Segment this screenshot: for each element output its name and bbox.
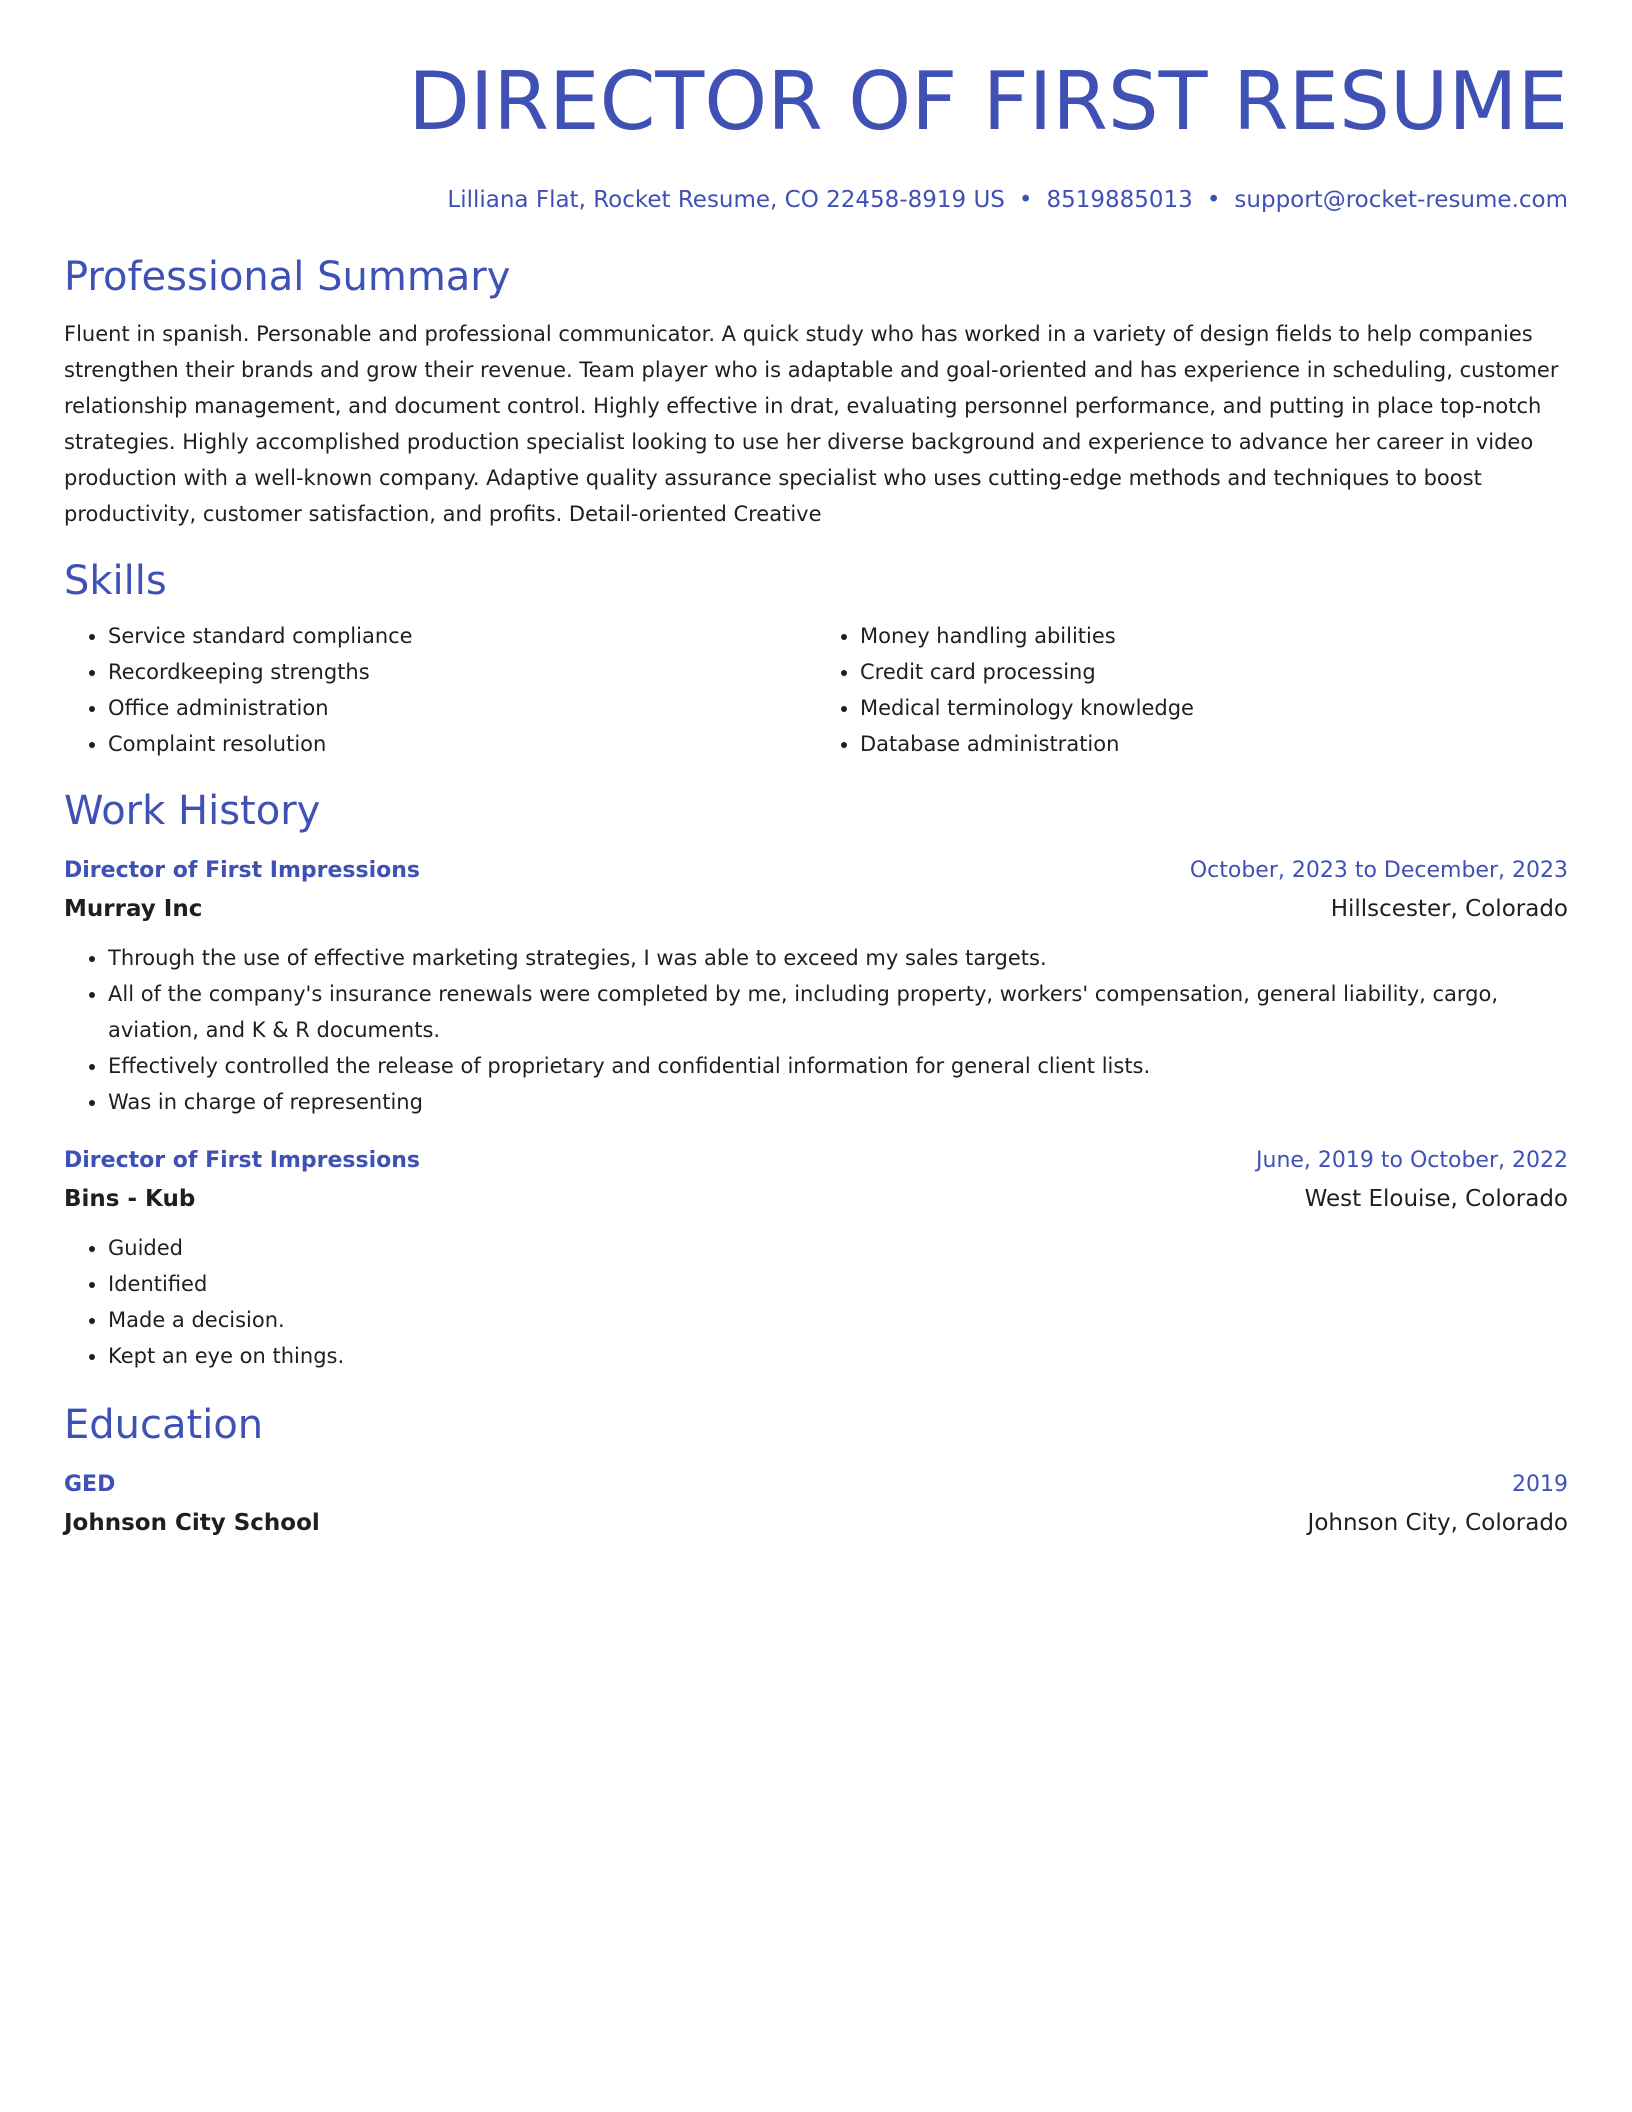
- job-company-row: [64, 1180, 1568, 1218]
- skill-item: • Recordkeeping strengths: [108, 654, 816, 690]
- job-location: Hillscester, Colorado: [1330, 896, 1568, 922]
- education-degree: GED: [64, 1472, 116, 1497]
- job-location: West Elouise, Colorado: [1304, 1186, 1568, 1212]
- skill-item: • Service standard compliance: [108, 618, 816, 654]
- contact-phone: 8519885013: [1046, 187, 1193, 213]
- skill-item: • Complaint resolution: [108, 726, 816, 762]
- contact-separator: •: [1206, 187, 1221, 213]
- skill-item: • Medical terminology knowledge: [860, 690, 1568, 726]
- job-bullet: • Was in charge of representing: [108, 1084, 1568, 1120]
- job-company-row: [64, 890, 1568, 928]
- contact-address: Lilliana Flat, Rocket Resume, CO 22458-8919 US: [447, 187, 1005, 213]
- skills-column-left: [64, 618, 816, 762]
- contact-email[interactable]: support@rocket-resume.com: [1234, 187, 1568, 213]
- skills-column-right: [816, 618, 1568, 762]
- resume-title: DIRECTOR OF FIRST RESUME: [408, 55, 1568, 148]
- job-company: Bins - Kub: [64, 1186, 196, 1212]
- job-header-row: [64, 852, 1568, 890]
- job-dates: June, 2019 to October, 2022: [1256, 1148, 1568, 1173]
- job-entry: [64, 852, 1568, 1120]
- summary-text: Fluent in spanish. Personable and professional communicator. A quick study who has worked in a variety of design fields to help companies strengthen their brands and grow their revenue. Team player who is adaptable and goal-oriented and has experience in scheduling, customer relationship management, and document control. Highly effective in drat, evaluating personnel performance, and putting in place top-notch strategies. Highly accomplished production specialist looking to use her diverse background and experience to advance her career in video production with a well-known company. Adaptive quality assurance specialist who uses cutting-edge methods and techniques to boost productivity, customer satisfaction, and profits. Detail-oriented Creative: [64, 322, 1559, 526]
- contact-line: [64, 184, 1568, 216]
- job-bullets: [64, 940, 1568, 1120]
- job-title: Director of First Impressions: [64, 858, 421, 883]
- job-bullet: • Kept an eye on things.: [108, 1338, 1568, 1374]
- summary-heading: Professional Summary: [64, 254, 511, 300]
- job-bullets: [64, 1230, 1568, 1374]
- job-dates: October, 2023 to December, 2023: [1189, 858, 1568, 883]
- job-company: Murray Inc: [64, 896, 203, 922]
- education-heading: Education: [64, 1402, 264, 1448]
- job-bullet: • Made a decision.: [108, 1302, 1568, 1338]
- education-header-row: [64, 1466, 1568, 1504]
- work-history-heading: Work History: [64, 788, 321, 834]
- job-entry: [64, 1142, 1568, 1374]
- skills-list: [64, 618, 1568, 762]
- education-year: 2019: [1512, 1472, 1568, 1497]
- skills-heading: Skills: [64, 558, 167, 604]
- job-bullet: • All of the company's insurance renewals were completed by me, including property, workers' compensation, general liability, cargo, aviation, and K & R documents.: [108, 976, 1568, 1048]
- education-location: Johnson City, Colorado: [1307, 1510, 1568, 1536]
- education-school-row: [64, 1504, 1568, 1542]
- job-bullet: • Identified: [108, 1266, 1568, 1302]
- skill-item: • Credit card processing: [860, 654, 1568, 690]
- skill-item: • Office administration: [108, 690, 816, 726]
- skill-item: • Money handling abilities: [860, 618, 1568, 654]
- job-header-row: [64, 1142, 1568, 1180]
- job-title: Director of First Impressions: [64, 1148, 421, 1173]
- job-bullet: • Effectively controlled the release of proprietary and confidential information for general client lists.: [108, 1048, 1568, 1084]
- education-entry: [64, 1466, 1568, 1542]
- skill-item: • Database administration: [860, 726, 1568, 762]
- job-bullet: • Through the use of effective marketing strategies, I was able to exceed my sales targets.: [108, 940, 1568, 976]
- job-bullet: • Guided: [108, 1230, 1568, 1266]
- education-school: Johnson City School: [64, 1510, 320, 1536]
- contact-separator: •: [1018, 187, 1033, 213]
